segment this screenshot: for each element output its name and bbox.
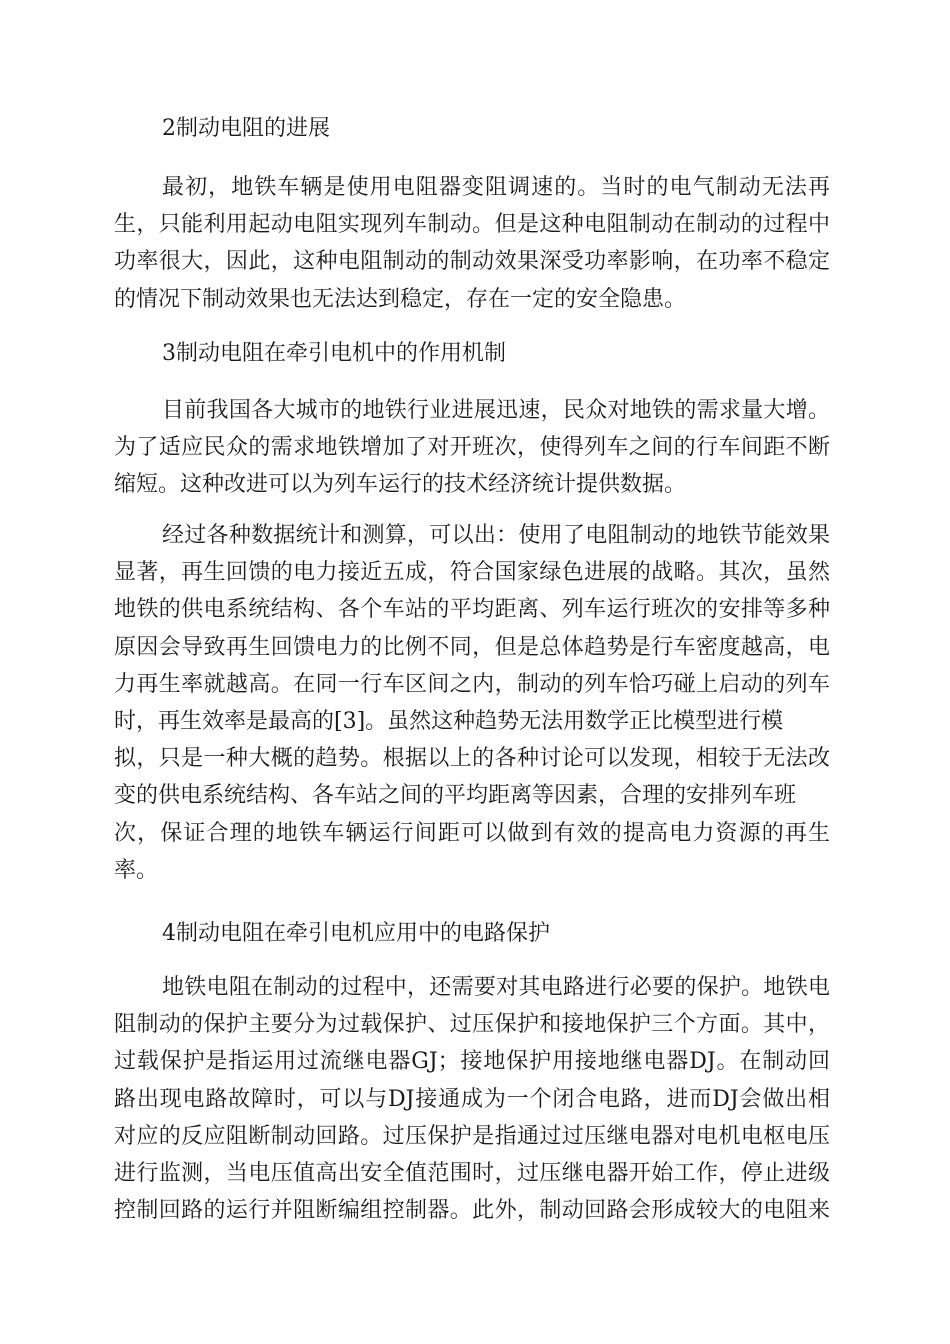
section-heading-2: 2制动电阻的进展 xyxy=(162,116,330,141)
paragraph xyxy=(114,392,830,504)
text-line: 时，再生效率是最高的[3]。虽然这种趋势无法用数学正比模型进行模 xyxy=(114,708,784,734)
text-line: 次，保证合理的地铁车辆运行间距可以做到有效的提高电力资源的再生 xyxy=(114,820,830,846)
text-line: 对应的反应阻断制动回路。过压保护是指通过过压继电器对电机电枢电压 xyxy=(114,1123,830,1149)
text-line: 控制回路的运行并阻断编组控制器。此外，制动回路会形成较大的电阻来 xyxy=(114,1198,830,1224)
text-line: 缩短。这种改进可以为列车运行的技术经济统计提供数据。 xyxy=(114,472,687,498)
text-line: 生，只能利用起动电阻实现列车制动。但是这种电阻制动在制动的过程中 xyxy=(114,212,830,238)
text-line: 功率很大，因此，这种电阻制动的制动效果深受功率影响，在功率不稳定 xyxy=(114,249,830,275)
paragraph xyxy=(114,169,830,318)
text-line: 过载保护是指运用过流继电器GJ；接地保护用接地继电器DJ。在制动回 xyxy=(114,1049,830,1075)
text-line: 地铁电阻在制动的过程中，还需要对其电路进行必要的保护。地铁电 xyxy=(162,975,830,1000)
text-line: 目前我国各大城市的地铁行业进展迅速，民众对地铁的需求量大增。 xyxy=(162,398,830,423)
text-line: 力再生率就越高。在同一行车区间之内，制动的列车恰巧碰上启动的列车 xyxy=(114,671,830,697)
text-line: 最初，地铁车辆是使用电阻器变阻调速的。当时的电气制动无法再 xyxy=(162,175,830,200)
section-heading-4: 4制动电阻在牵引电机应用中的电路保护 xyxy=(162,921,550,946)
text-line: 路出现电路故障时，可以与DJ接通成为一个闭合电路，进而DJ会做出相 xyxy=(114,1086,830,1112)
text-line: 拟，只是一种大概的趋势。根据以上的各种讨论可以发现，相较于无法改 xyxy=(114,746,830,772)
text-line: 变的供电系统结构、各车站之间的平均距离等因素，合理的安排列车班 xyxy=(114,783,797,809)
text-line: 进行监测，当电压值高出安全值范围时，过压继电器开始工作，停止进级 xyxy=(114,1160,830,1186)
paragraph xyxy=(114,969,830,1229)
text-line: 率。 xyxy=(114,857,159,883)
paragraph xyxy=(114,517,830,889)
text-line: 地铁的供电系统结构、各个车站的平均距离、列车运行班次的安排等多种 xyxy=(114,597,830,623)
text-line: 的情况下制动效果也无法达到稳定，存在一定的安全隐患。 xyxy=(114,286,687,312)
text-line: 阻制动的保护主要分为过载保护、过压保护和接地保护三个方面。其中， xyxy=(114,1012,830,1038)
text-line: 显著，再生回馈的电力接近五成，符合国家绿色进展的战略。其次，虽然 xyxy=(114,560,830,586)
text-line: 原因会导致再生回馈电力的比例不同，但是总体趋势是行车密度越高，电 xyxy=(114,634,830,660)
text-line: 为了适应民众的需求地铁增加了对开班次，使得列车之间的行车间距不断 xyxy=(114,435,830,461)
text-line: 经过各种数据统计和测算，可以出：使用了电阻制动的地铁节能效果 xyxy=(162,523,830,548)
section-heading-3: 3制动电阻在牵引电机中的作用机制 xyxy=(162,341,506,366)
